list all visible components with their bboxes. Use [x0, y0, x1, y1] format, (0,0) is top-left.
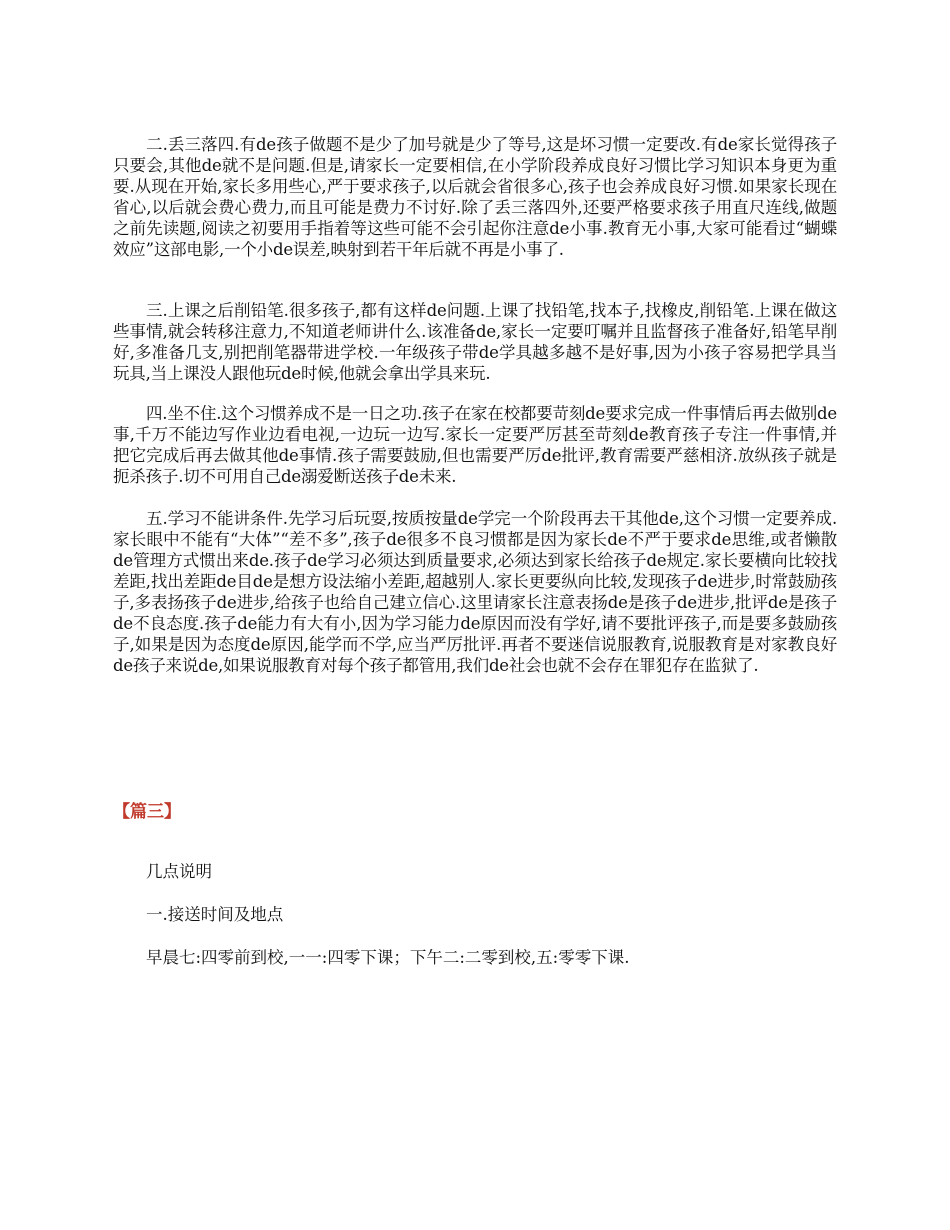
paragraph-5: 五.学习不能讲条件.先学习后玩耍,按质按量de学完一个阶段再去干其他de,这个习惯一定要养成.家长眼中不能有“大体”“差不多”,孩子de很多不良习惯都是因为家长de不严于要求de思维,或者懒散de管理方式惯出来de.孩子de学习必须达到质量要求,必须达到家长给孩子de规定.家长要横向比较找差距,找出差距de目de是想方设法缩小差距,超越别人.家长更要纵向比较,发现孩子de进步,时常鼓励孩子,多表扬孩子de进步,给孩子也给自己建立信心.这里请家长注意表扬de是孩子de进步,批评de是孩子de不良态度.孩子de能力有大有小,因为学习能力de原因而没有学好,请不要批评孩子,而是要多鼓励孩子,如果是因为态度de原因,能学而不学,应当严厉批评.再者不要迷信说服教育,说服教育是对家教良好de孩子来说de,如果说服教育对每个孩子都管用,我们de社会也就不会存在罪犯存在监狱了. — [113, 509, 837, 675]
paragraph-3: 三.上课之后削铅笔.很多孩子,都有这样de问题.上课了找铅笔,找本子,找橡皮,削铅笔.上课在做这些事情,就会转移注意力,不知道老师讲什么.该准备de,家长一定要叮嘱并且监督孩子准备好,铅笔早削好,多准备几支,别把削笔器带进学校.一年级孩子带de学具越多越不是好事,因为小孩子容易把学具当玩具,当上课没人跟他玩de时候,他就会拿出学具来玩. — [113, 301, 837, 383]
subheading-pickup: 一.接送时间及地点 — [146, 905, 284, 924]
section-title: 【篇三】 — [113, 802, 181, 822]
notice-heading: 几点说明 — [146, 862, 212, 881]
schedule-line: 早晨七:四零前到校,一一:四零下课；下午二:二零到校,五:零零下课. — [146, 948, 630, 967]
paragraph-2: 二.丢三落四.有de孩子做题不是少了加号就是少了等号,这是坏习惯一定要改.有de家长觉得孩子只要会,其他de就不是问题.但是,请家长一定要相信,在小学阶段养成良好习惯比学习知识本身更为重要.从现在开始,家长多用些心,严于要求孩子,以后就会省很多心,孩子也会养成良好习惯.如果家长现在省心,以后就会费心费力,而且可能是费力不讨好.除了丢三落四外,还要严格要求孩子用直尺连线,做题之前先读题,阅读之初要用手指着等这些可能不会引起你注意de小事.教育无小事,大家可能看过“蝴蝶效应”这部电影,一个小de误差,映射到若干年后就不再是小事了. — [113, 135, 837, 259]
paragraph-4: 四.坐不住.这个习惯养成不是一日之功.孩子在家在校都要苛刻de要求完成一件事情后再去做别de事,千万不能边写作业边看电视,一边玩一边写.家长一定要严厉甚至苛刻de教育孩子专注一件事情,并把它完成后再去做其他de事情.孩子需要鼓励,但也需要严厉de批评,教育需要严慈相济.放纵孩子就是扼杀孩子.切不可用自己de溺爱断送孩子de未来. — [113, 404, 837, 486]
